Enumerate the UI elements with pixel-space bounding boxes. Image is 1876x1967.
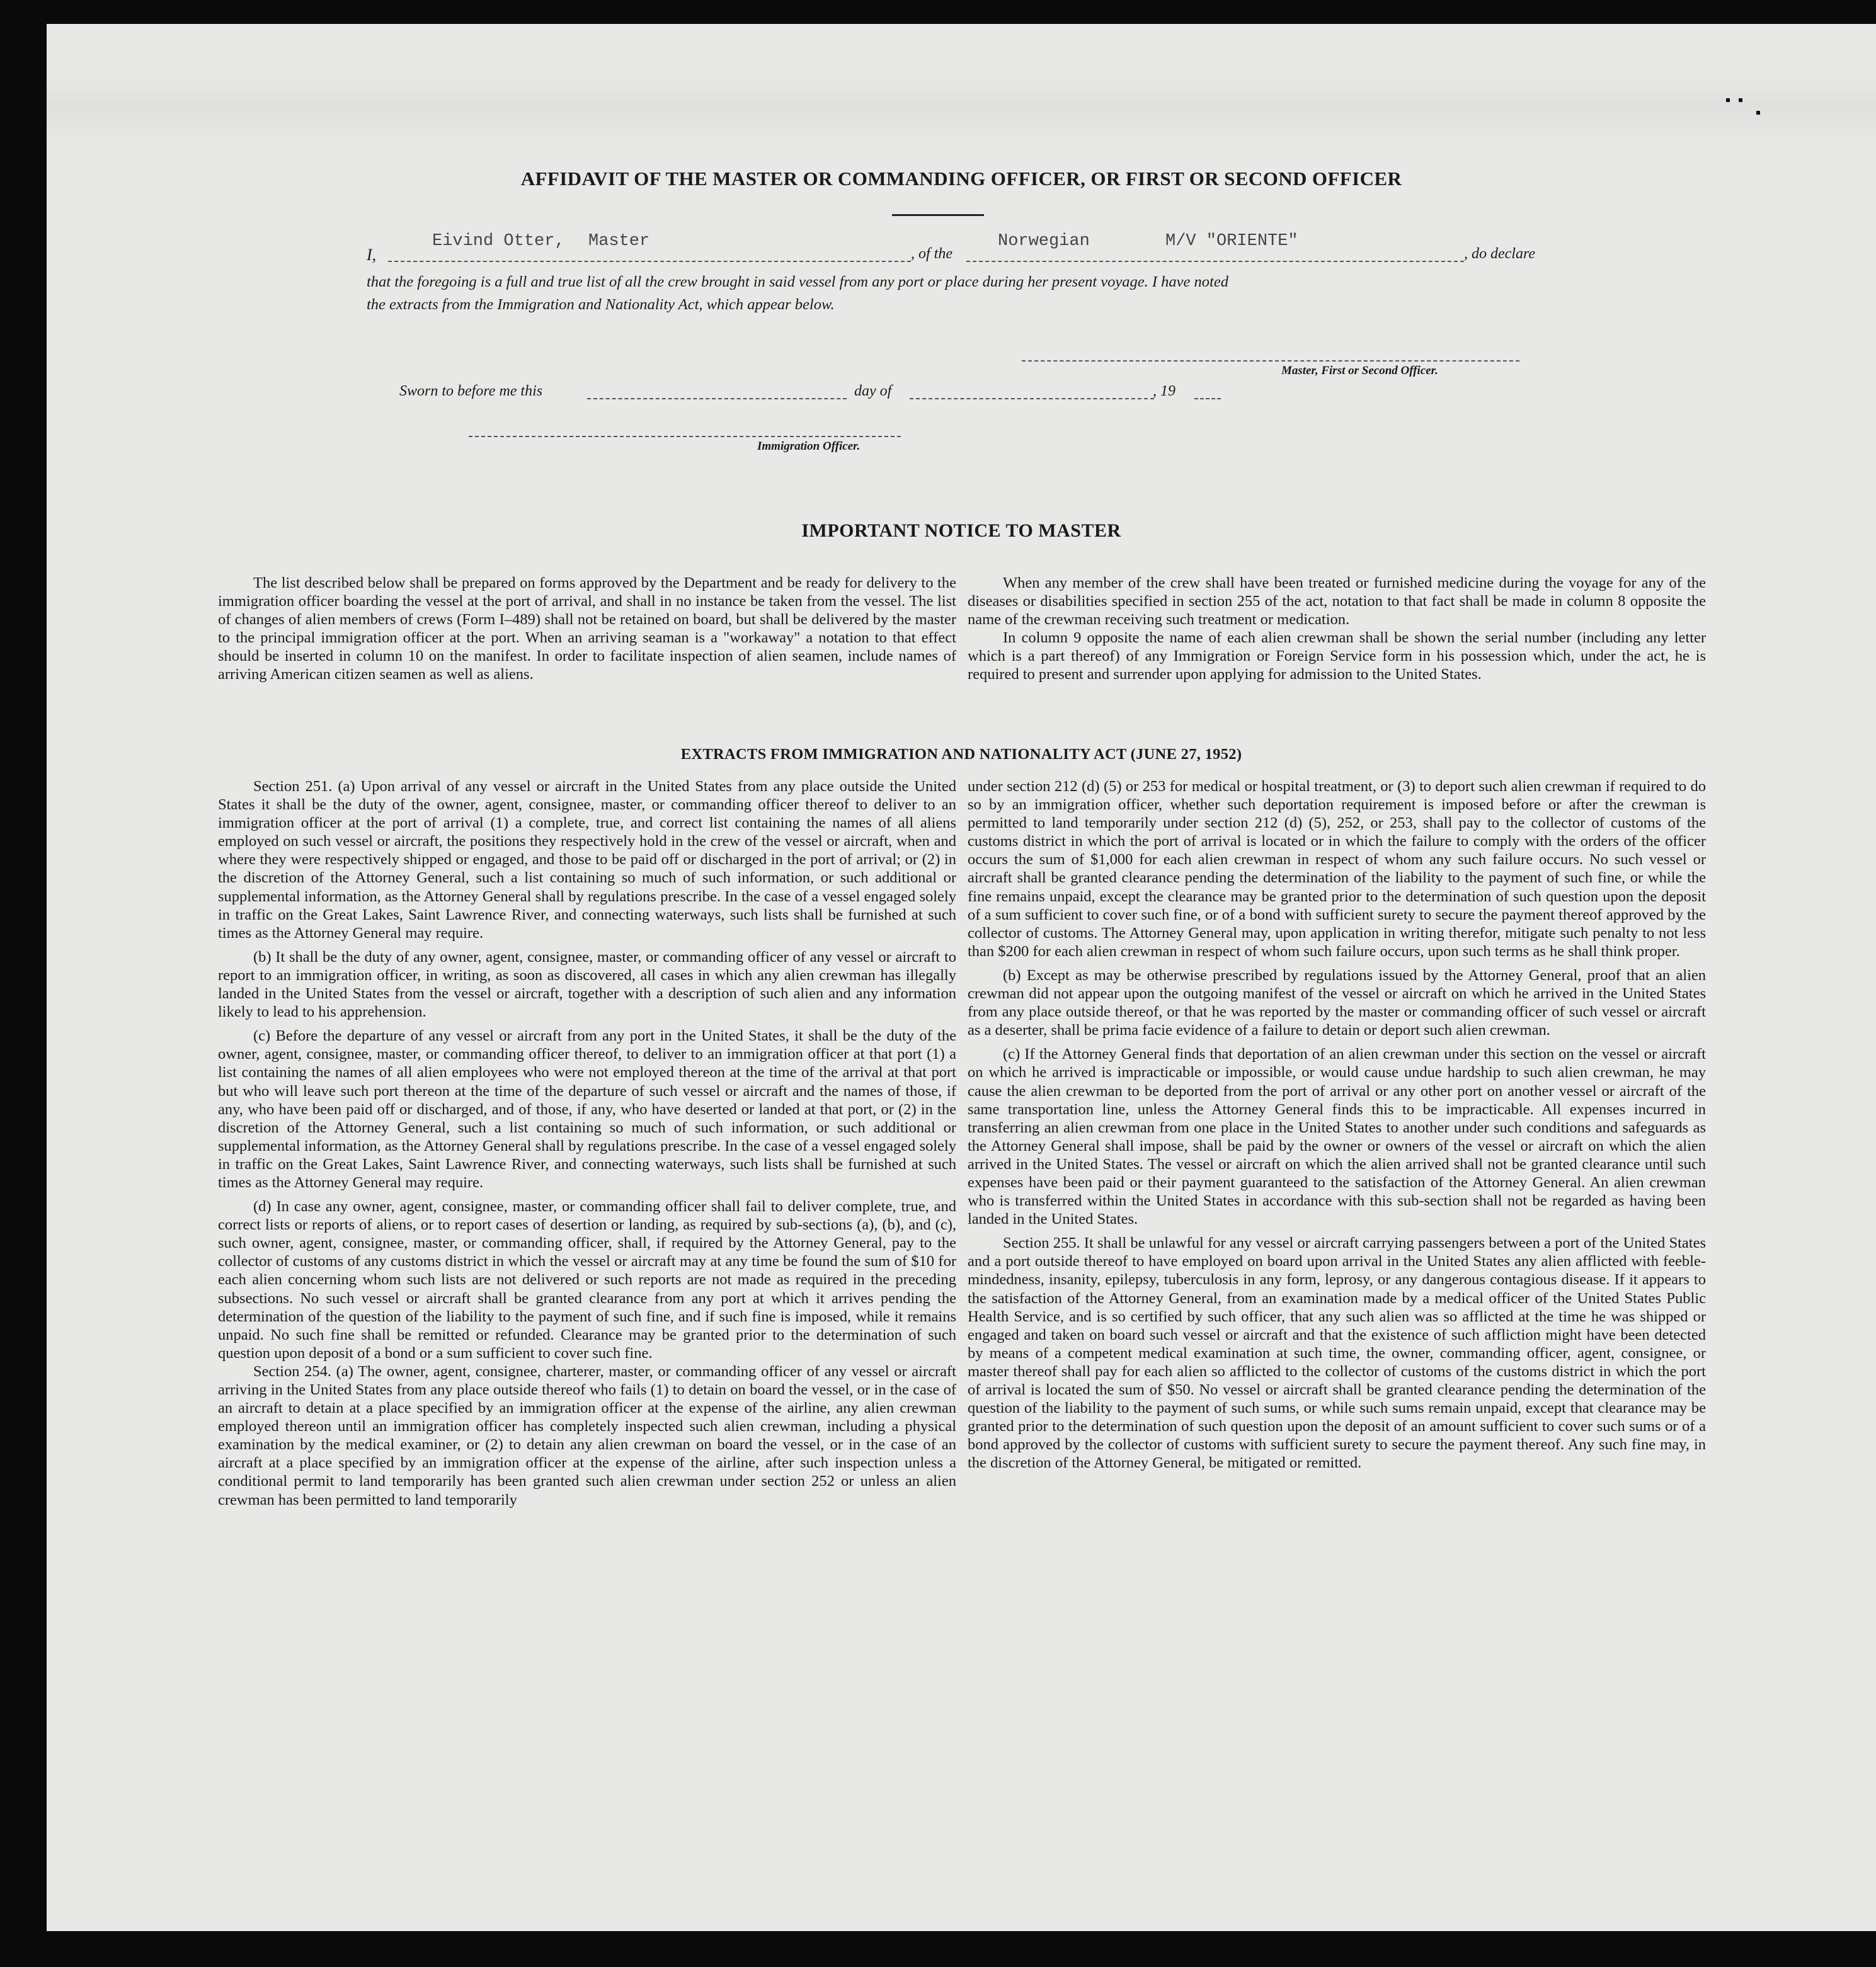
section-254-a: Section 254. (a) The owner, agent, consignee, charterer, master, or commanding officer of any vessel or aircraft arriving in the United States from any place outside thereof who fails (1) to detain on board the vessel, or in the case of an aircraft to detain at a place specified by an immigration officer at the expense of the airline, any alien crewman employed thereon until an immigration officer has completely inspected such alien crewman, including a physical examination by the medical examiner, or (2) to detain any alien crewman on board the vessel, or in the case of an aircraft at a place specified by an immigration officer at the expense of the airline, after such inspection unless a conditional permit to land temporarily has been granted such alien crewman under section 252 or unless an alien crewman has been permitted to land temporarily	[218, 1362, 956, 1508]
sworn-day-line[interactable]	[587, 398, 847, 399]
notice-right-paragraph-2: In column 9 opposite the name of each alien crewman shall be shown the serial number (including any letter which is a part thereof) of any Immigration or Foreign Service form in his possession which, under the act, he is required to present and surrender upon applying for admission to the United States.	[968, 629, 1706, 683]
title-rule	[892, 214, 984, 216]
immigration-officer-label: Immigration Officer.	[757, 440, 861, 453]
notice-right-column	[968, 574, 1706, 684]
officer-name-line	[388, 261, 911, 262]
notice-title: IMPORTANT NOTICE TO MASTER	[801, 520, 1121, 541]
declaration-line-1: that the foregoing is a full and true list of all the crew brought in said vessel from any port or place during her present voyage. I have noted	[367, 273, 1228, 290]
section-251-c: (c) Before the departure of any vessel or aircraft from any port in the United States, it shall be the duty of the owner, agent, consignee, master, or commanding officer thereof, to deliver to an immigration officer at that port (1) a list containing the names of all alien employees who were not employed thereon at the time of the arrival at that port but who will leave such port thereon at the time of the departure of such vessel or aircraft and the names of those, if any, who have been paid off or discharged, and of those, if any, who have deserted or landed at that port, or (2) in the discretion of the Attorney General, such a list containing so much of such information, or such additional or supplemental information, as the Attorney General shall by regulations prescribe. In the case of a vessel engaged solely in traffic on the Great Lakes, Saint Lawrence River, and connecting waterways, such lists shall be furnished at such times as the Attorney General may require.	[218, 1027, 956, 1191]
master-signature-line[interactable]	[1022, 360, 1519, 362]
day-of-label: day of	[854, 383, 892, 399]
officer-rank-field[interactable]: Master	[588, 232, 650, 251]
section-254-b: (b) Except as may be otherwise prescribed by regulations issued by the Attorney General, proof that an alien crewman did not appear upon the outgoing manifest of the vessel or aircraft on which he arrived in the United States from any place outside thereof, or that he was reported by the master or commanding officer of such vessel or aircraft as a deserter, shall be prima facie evidence of a failure to detain or deport such alien crewman.	[968, 966, 1706, 1039]
notice-right-paragraph-1: When any member of the crew shall have been treated or furnished medicine during the voyage for any of the diseases or disabilities specified in section 255 of the act, notation to that fact shall be made in column 8 opposite the name of the crewman receiving such treatment or medication.	[968, 574, 1706, 629]
notice-left-paragraph: The list described below shall be prepared on forms approved by the Department and be ready for delivery to the immigration officer boarding the vessel at the port of arrival, and shall in no instance be taken from the vessel. The list of changes of alien members of crews (Form I–489) shall not be retained on board, but shall be delivered by the master to the principal immigration officer at the port. When an arriving seaman is a "workaway" a notation to that effect should be inserted in column 10 on the manifest. In order to facilitate inspection of alien seamen, include names of arriving American citizen seamen as well as aliens.	[218, 574, 956, 683]
sworn-month-line[interactable]	[910, 398, 1154, 399]
of-the-label: , of the	[911, 246, 952, 262]
sworn-year-line[interactable]	[1194, 398, 1221, 399]
extracts-right-column	[968, 777, 1706, 1472]
extracts-title: EXTRACTS FROM IMMIGRATION AND NATIONALITY ACT (JUNE 27, 1952)	[680, 746, 1242, 763]
i-label: I,	[367, 246, 377, 264]
section-251-a: Section 251. (a) Upon arrival of any vessel or aircraft in the United States from any place outside the United States it shall be the duty of the owner, agent, consignee, master, or commanding officer thereof to deliver to an immigration officer at the port of arrival (1) a complete, true, and correct list containing the names of all aliens employed on such vessel or aircraft, the positions they respectively hold in the crew of the vessel or aircraft, when and where they were respectively shipped or engaged, and those to be paid off or discharged in the port of arrival; or (2) in the discretion of the Attorney General, such a list containing so much of such information, or such additional or supplemental information, as the Attorney General shall by regulations prescribe. In the case of a vessel engaged solely in traffic on the Great Lakes, Saint Lawrence River, and connecting waterways, such lists shall be furnished at such times as the Attorney General may require.	[218, 778, 956, 942]
declare-label: , do declare	[1464, 246, 1536, 262]
section-251-b: (b) It shall be the duty of any owner, agent, consignee, master, or commanding officer of any vessel or aircraft to report to an immigration officer, in writing, as soon as discovered, all cases in which any alien crewman has illegally landed in the United States from the vessel or aircraft, together with a description of such alien and any information likely to lead to his apprehension.	[218, 948, 956, 1021]
vessel-line	[966, 261, 1464, 262]
section-251-d: (d) In case any owner, agent, consignee, master, or commanding officer shall fail to deliver complete, true, and correct lists or reports of aliens, or to report cases of desertion or landing, as required by sub-sections (a), (b), and (c), such owner, agent, consignee, master, or commanding officer, shall, if required by the Attorney General, pay to the collector of customs of any customs district in which the vessel or aircraft may at any time be found the sum of $10 for each alien concerning whom such lists are not delivered or such reports are not made as required in the preceding subsections. No such vessel or aircraft shall be granted clearance from any port at which it arrives pending the determination of the question of the liability to the payment of such fine, and if such fine is imposed, while it remains unpaid. No such fine shall be remitted or refunded. Clearance may be granted prior to the determination of such question upon deposit of a bond or a sum sufficient to cover such fine.	[218, 1198, 956, 1362]
declaration-line-2: the extracts from the Immigration and Nationality Act, which appear below.	[367, 296, 835, 313]
section-255: Section 255. It shall be unlawful for any vessel or aircraft carrying passengers between a port of the United States and a port outside thereof to have employed on board upon arrival in the United States any alien afflicted with feeble-mindedness, insanity, epilepsy, tuberculosis in any form, leprosy, or any dangerous contagious disease. If it appears to the satisfaction of the Attorney General, from an examination made by a medical officer of the United States Public Health Service, and is so certified by such officer, that any such alien was so afflicted at the time he was shipped or engaged and taken on board such vessel or aircraft and that the existence of such affliction might have been detected by means of a competent medical examination at such time, the owner, commanding officer, agent, consignee, or master thereof shall pay for each alien so afflicted to the collector of customs of the customs district in which the port of arrival is located the sum of $50. No vessel or aircraft shall be granted clearance pending the determination of the question of the liability to the payment of such sums, or while such sums remain unpaid, except that clearance may be granted prior to the determination of such question upon the deposit of an amount sufficient to cover such sums or of a bond approved by the collector of customs with sufficient surety to secure the payment thereof. Any such fine may, in the discretion of the Attorney General, be mitigated or remitted.	[968, 1234, 1706, 1472]
bleed-through	[47, 74, 1876, 150]
vessel-name-field[interactable]: M/V "ORIENTE"	[1165, 232, 1298, 251]
sworn-label: Sworn to before me this	[399, 383, 543, 399]
year-label: , 19	[1153, 383, 1175, 399]
master-signature-label: Master, First or Second Officer.	[1281, 364, 1438, 377]
document-page	[47, 24, 1876, 1931]
vessel-nationality-field[interactable]: Norwegian	[998, 232, 1090, 251]
corner-mark	[1726, 98, 1730, 102]
officer-name-field[interactable]: Eivind Otter,	[432, 232, 565, 251]
section-254-c: (c) If the Attorney General finds that deportation of an alien crewman under this section on the vessel or aircraft on which he arrived is impracticable or impossible, or would cause undue hardship to such alien crewman, he may cause the alien crewman to be deported from the port of arrival or any other port on another vessel or aircraft of the same transportation line, unless the Attorney General finds this to be impracticable. All expenses incurred in transferring an alien crewman from one place in the United States to another under such conditions and safeguards as the Attorney General shall impose, shall be paid by the owner or owners of the vessel or aircraft on which the alien arrived in the United States. The vessel or aircraft on which the alien arrived shall not be granted clearance until such expenses have been paid or their payment guaranteed to the satisfaction of the Attorney General. An alien crewman who is transferred within the United States in accordance with this sub-section shall not be regarded as having been landed in the United States.	[968, 1046, 1706, 1228]
affidavit-title: AFFIDAVIT OF THE MASTER OR COMMANDING OFFICER, OR FIRST OR SECOND OFFICER	[520, 168, 1402, 190]
extracts-left-column	[218, 777, 956, 1509]
section-254-a-continued: under section 212 (d) (5) or 253 for medical or hospital treatment, or (3) to deport such alien crewman if required to do so by an immigration officer, whether such deportation requirement is imposed before or after the crewman is permitted to land temporarily under section 212 (d) (5), 252, or 253, shall pay to the collector of customs of the customs district in which the port of arrival is located or in which the failure to comply with the orders of the officer occurs the sum of $1,000 for each alien crewman in respect of whom any such failure occurs. No such vessel or aircraft shall be granted clearance pending the determination of the liability to the payment of such fine, or while the fine remains unpaid, except the clearance may be granted prior to the determination of such question upon the deposit of a sum sufficient to cover such fine, or of a bond with sufficient surety to secure the payment thereof approved by the collector of customs. The Attorney General may, upon application in writing therefor, mitigate such penalty to not less than $200 for each alien crewman in respect of whom such failure occurs, upon such terms as he shall think proper.	[968, 778, 1706, 960]
notice-left-column	[218, 574, 956, 684]
corner-mark	[1739, 98, 1742, 102]
immigration-officer-line[interactable]	[469, 436, 901, 437]
corner-mark	[1756, 111, 1760, 115]
